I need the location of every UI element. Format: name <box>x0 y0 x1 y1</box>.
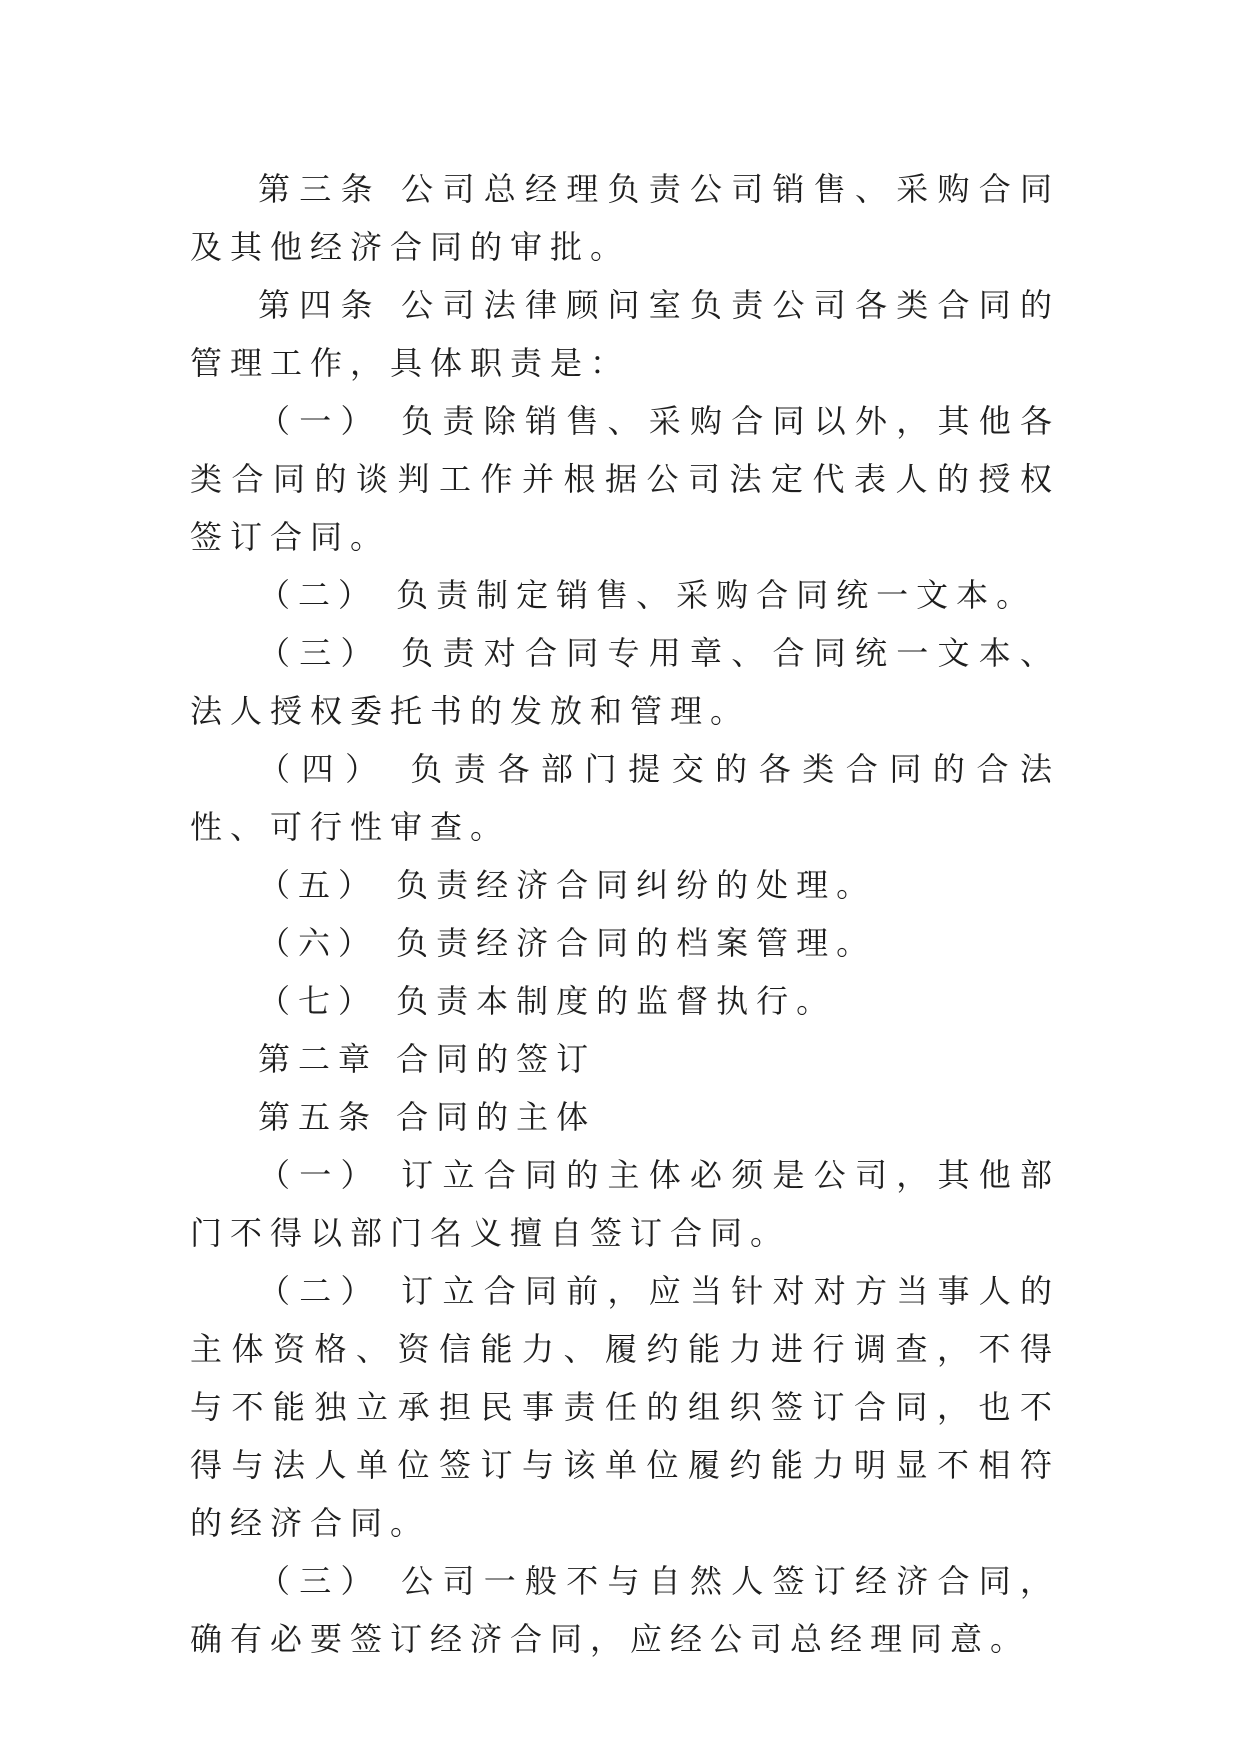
article-4-item-3: （三） 负责对合同专用章、合同统一文本、法人授权委托书的发放和管理。 <box>190 634 1060 730</box>
article-5-item-2: （二） 订立合同前，应当针对对方当事人的主体资格、资信能力、履约能力进行调查，不得与不能独立承担民事责任的组织签订合同，也不得与法人单位签订与该单位履约能力明显不相符的经济合同。 <box>190 1272 1060 1542</box>
article-5-item-3: （三） 公司一般不与自然人签订经济合同，确有必要签订经济合同，应经公司总经理同意。 <box>190 1562 1060 1658</box>
chapter-2-heading: 第二章 合同的签订 <box>258 1040 597 1078</box>
article-4-item-5: （五） 负责经济合同纠纷的处理。 <box>258 866 877 904</box>
article-5-item-1: （一） 订立合同的主体必须是公司，其他部门不得以部门名义擅自签订合同。 <box>190 1156 1060 1252</box>
article-4-item-4: （四） 负责各部门提交的各类合同的合法性、可行性审查。 <box>190 750 1060 846</box>
article-4-item-1: （一） 负责除销售、采购合同以外，其他各类合同的谈判工作并根据公司法定代表人的授权签订合同。 <box>190 402 1060 556</box>
article-5-heading: 第五条 合同的主体 <box>258 1098 597 1136</box>
document-body <box>190 160 1060 1668</box>
article-3-paragraph: 第三条 公司总经理负责公司销售、采购合同及其他经济合同的审批。 <box>190 170 1060 266</box>
article-4-item-7: （七） 负责本制度的监督执行。 <box>258 982 837 1020</box>
article-4-item-2: （二） 负责制定销售、采购合同统一文本。 <box>258 576 1037 614</box>
article-4-paragraph: 第四条 公司法律顾问室负责公司各类合同的管理工作，具体职责是： <box>190 286 1060 382</box>
article-4-item-6: （六） 负责经济合同的档案管理。 <box>258 924 877 962</box>
